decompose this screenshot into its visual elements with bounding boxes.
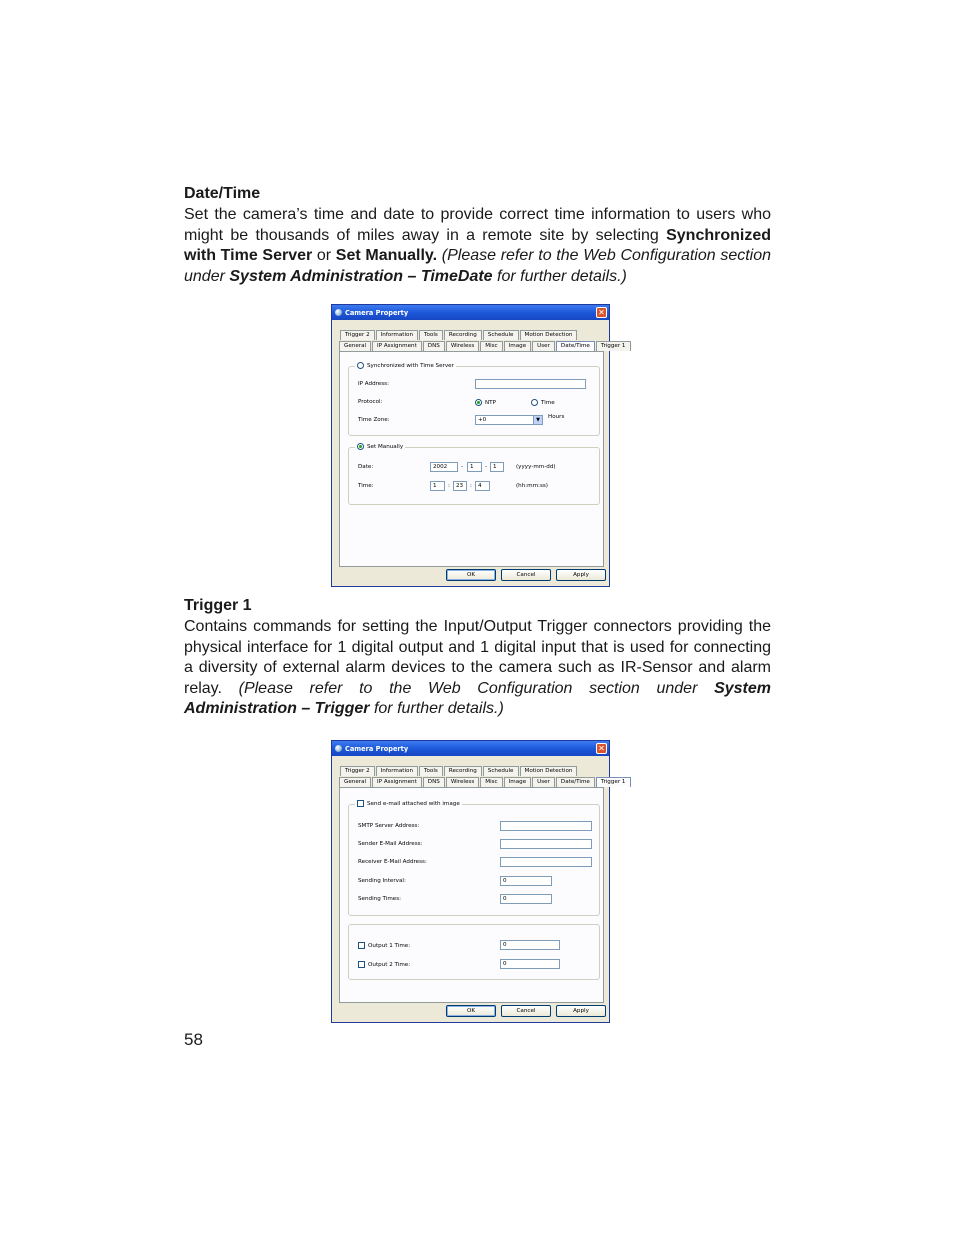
email-checkbox[interactable] [355, 800, 462, 807]
time-separator: : [470, 483, 472, 489]
times-input[interactable]: 0 [500, 894, 552, 904]
time-protocol-label: Time [541, 400, 555, 406]
tab-tools[interactable]: Tools [419, 330, 443, 340]
apply-button[interactable]: Apply [556, 569, 606, 581]
second-input[interactable]: 4 [475, 481, 490, 491]
tab-ip-assignment[interactable]: IP Assignment [372, 341, 422, 351]
year-input[interactable]: 2002 [430, 462, 458, 472]
tab-recording[interactable]: Recording [444, 766, 482, 776]
time-separator: : [448, 483, 450, 489]
desc-italic: for further details.) [492, 267, 627, 285]
section-title-trigger: Trigger 1 [184, 597, 252, 614]
trigger-dialog [331, 740, 626, 1023]
day-input[interactable]: 1 [490, 462, 504, 472]
desc-text: Contains commands for setting the Input/Output Trigger connectors providing the physical interface for 1 digital output and 1 digital input that is used for connecting a diversity of external alarm devices to the camera such as IR-Sensor and alarm relay. [184, 618, 771, 697]
protocol-label: Protocol: [358, 399, 383, 405]
tab-image[interactable]: Image [504, 341, 532, 351]
hour-input[interactable]: 1 [430, 481, 445, 491]
desc-text: or [312, 247, 336, 265]
time-zone-label: Time Zone: [358, 417, 390, 423]
radio-selected-icon[interactable] [357, 443, 364, 450]
interval-label: Sending Interval: [358, 878, 406, 884]
tab-row-2 [339, 341, 632, 351]
tab-information[interactable]: Information [376, 766, 418, 776]
tab-motion-detection[interactable]: Motion Detection [520, 766, 578, 776]
interval-input[interactable]: 0 [500, 876, 552, 886]
tab-tools[interactable]: Tools [419, 766, 443, 776]
tab-user[interactable]: User [532, 777, 555, 787]
camera-icon [335, 309, 342, 316]
close-icon[interactable]: ✕ [596, 743, 607, 754]
desc-text: Set the camera’s time and date to provide correct time information to users who might be thousands of miles away in a remote site by selecting [184, 206, 771, 244]
cancel-button[interactable]: Cancel [501, 1005, 551, 1017]
output1-input[interactable]: 0 [500, 940, 560, 950]
output2-input[interactable]: 0 [500, 959, 560, 969]
desc-bold: Synchronized with Time Server [184, 226, 771, 265]
ip-address-input[interactable] [475, 379, 586, 389]
receiver-label: Receiver E-Mail Address: [358, 859, 427, 865]
section-title-datetime: Date/Time [184, 185, 261, 202]
sync-radio[interactable] [355, 362, 456, 369]
tab-schedule[interactable]: Schedule [483, 766, 519, 776]
output2-checkbox[interactable] [358, 961, 410, 968]
desc-italic: (Please refer to the Web Configuration section under [184, 247, 772, 285]
chevron-down-icon[interactable]: ▼ [533, 416, 542, 424]
desc-italic: (Please refer to the Web Configuration section under [238, 679, 715, 697]
smtp-input[interactable] [500, 821, 592, 831]
date-format-hint: (yyyy-mm-dd) [516, 464, 556, 470]
tab-wireless[interactable]: Wireless [446, 777, 479, 787]
manual-group [348, 443, 600, 505]
time-label: Time: [358, 483, 374, 489]
tab-user[interactable]: User [532, 341, 555, 351]
sender-label: Sender E-Mail Address: [358, 841, 423, 847]
apply-button[interactable]: Apply [556, 1005, 606, 1017]
tab-motion-detection[interactable]: Motion Detection [520, 330, 578, 340]
checkbox-icon[interactable] [357, 800, 364, 807]
tab-wireless[interactable]: Wireless [446, 341, 479, 351]
cancel-button[interactable]: Cancel [501, 569, 551, 581]
dialog-titlebar [332, 305, 609, 320]
datetime-panel [339, 351, 604, 567]
time-protocol-radio[interactable] [531, 399, 555, 406]
smtp-label: SMTP Server Address: [358, 823, 420, 829]
receiver-input[interactable] [500, 857, 592, 867]
trigger-panel [339, 787, 604, 1003]
tab-trigger-2[interactable]: Trigger 2 [340, 766, 375, 776]
tab-image[interactable]: Image [504, 777, 532, 787]
tab-information[interactable]: Information [376, 330, 418, 340]
tab-recording[interactable]: Recording [444, 330, 482, 340]
ntp-radio[interactable] [475, 399, 496, 406]
radio-icon[interactable] [531, 399, 538, 406]
tab-trigger-2[interactable]: Trigger 2 [340, 330, 375, 340]
time-zone-select[interactable] [475, 415, 543, 425]
dialog-title: Camera Property [345, 308, 409, 317]
ntp-label: NTP [485, 400, 496, 406]
radio-selected-icon[interactable] [475, 399, 482, 406]
tab-date-time[interactable]: Date/Time [556, 777, 595, 787]
tab-general[interactable]: General [339, 341, 371, 351]
date-label: Date: [358, 464, 374, 470]
dialog-titlebar [332, 741, 609, 756]
tab-trigger-1[interactable]: Trigger 1 [596, 777, 631, 787]
sender-input[interactable] [500, 839, 592, 849]
email-label: Send e-mail attached with image [367, 800, 460, 807]
trigger-description [184, 617, 771, 720]
date-separator: - [485, 464, 488, 470]
tab-trigger-1[interactable]: Trigger 1 [596, 341, 631, 351]
desc-italic: for further details.) [369, 700, 504, 718]
radio-icon[interactable] [357, 362, 364, 369]
camera-icon [335, 745, 342, 752]
tab-dns[interactable]: DNS [423, 777, 445, 787]
sync-label: Synchronized with Time Server [367, 362, 454, 369]
times-label: Sending Times: [358, 896, 402, 902]
month-input[interactable]: 1 [467, 462, 482, 472]
email-group [348, 800, 600, 916]
manual-label: Set Manually [367, 443, 404, 450]
checkbox-icon[interactable] [358, 942, 365, 949]
tab-dns[interactable]: DNS [423, 341, 445, 351]
dialog-title: Camera Property [345, 744, 409, 753]
desc-bold-italic: System Administration – TimeDate [229, 267, 493, 285]
ip-address-label: IP Address: [358, 381, 389, 387]
ok-button[interactable]: OK [446, 569, 496, 581]
time-zone-value: +0 [478, 417, 487, 423]
tab-general[interactable]: General [339, 777, 371, 787]
page-number: 58 [184, 1030, 203, 1049]
desc-bold-italic: System Administration – Trigger [184, 679, 771, 718]
desc-bold: Set Manually. [335, 247, 438, 265]
tab-schedule[interactable]: Schedule [483, 330, 519, 340]
tab-date-time[interactable]: Date/Time [556, 341, 595, 351]
output2-label: Output 2 Time: [368, 962, 411, 968]
datetime-dialog [331, 304, 626, 587]
output1-label: Output 1 Time: [368, 943, 411, 949]
output-group [348, 924, 600, 980]
date-separator: - [461, 464, 464, 470]
minute-input[interactable]: 23 [453, 481, 467, 491]
hours-label: Hours [548, 414, 565, 420]
datetime-description [184, 205, 771, 287]
ok-button[interactable]: OK [446, 1005, 496, 1017]
time-format-hint: (hh:mm:ss) [516, 483, 548, 489]
checkbox-icon[interactable] [358, 961, 365, 968]
tab-misc[interactable]: Misc [480, 777, 502, 787]
manual-radio[interactable] [355, 443, 405, 450]
tab-misc[interactable]: Misc [480, 341, 502, 351]
tab-ip-assignment[interactable]: IP Assignment [372, 777, 422, 787]
close-icon[interactable]: ✕ [596, 307, 607, 318]
sync-group [348, 362, 600, 436]
tab-row-2 [339, 777, 632, 787]
tab-row-1 [340, 330, 578, 340]
output1-checkbox[interactable] [358, 942, 410, 949]
tab-row-1 [340, 766, 578, 776]
